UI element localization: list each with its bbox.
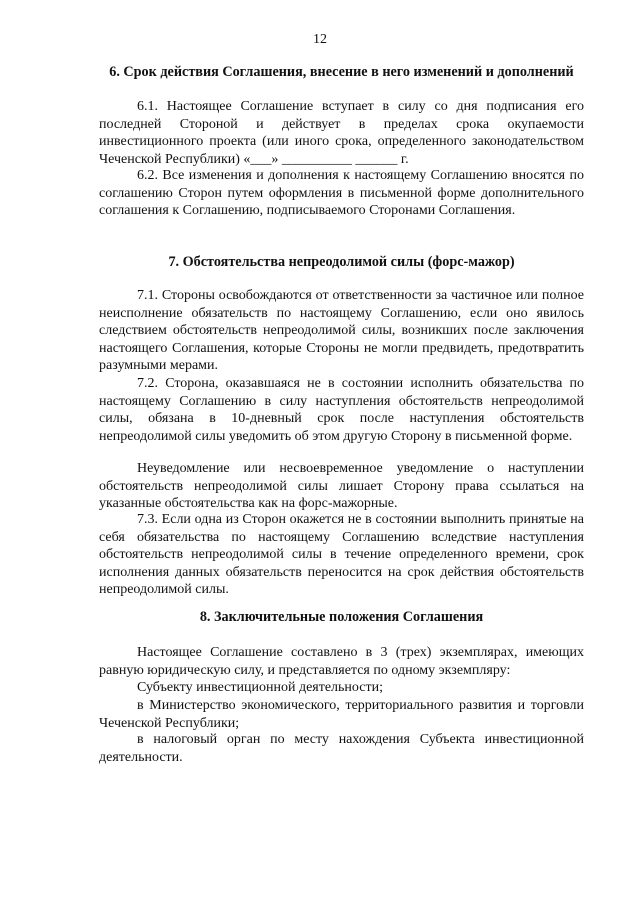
- paragraph-6-1: 6.1. Настоящее Соглашение вступает в силу со дня подписания его последней Стороной и действует в пределах срока окупаемости инвестиционного проекта (или иного срока, определенного законодательством Чеченской Республики) «___» __________ ______ г.: [99, 99, 584, 167]
- paragraph-8-copies: Настоящее Соглашение составлено в 3 (трех) экземплярах, имеющих равную юридическую силу, и представляется по одному экземпляру:: [99, 645, 584, 678]
- page-number: 12: [313, 32, 327, 47]
- paragraph-6-2: 6.2. Все изменения и дополнения к настоящему Соглашению вносятся по соглашению Сторон путем оформления в письменной форме дополнительного соглашения к Соглашению, подписываемого Сторонами Соглашения.: [99, 168, 584, 218]
- section-6-heading: 6. Срок действия Соглашения, внесение в него изменений и дополнений: [109, 64, 574, 80]
- section-8-heading: 8. Заключительные положения Соглашения: [199, 609, 484, 625]
- paragraph-7-3: 7.3. Если одна из Сторон окажется не в состоянии выполнить принятые на себя обязательства по настоящему Соглашению вследствие наступления обстоятельств непреодолимой силы в течение определенного времени, срок исполнения данных обязательств переносится на срок действия обстоятельств непреодолимой силы.: [99, 512, 584, 597]
- paragraph-8-recipient-tax: в налоговый орган по месту нахождения Субъекта инвестиционной деятельности.: [99, 732, 584, 765]
- paragraph-7-1: 7.1. Стороны освобождаются от ответственности за частичное или полное неисполнение обязательств по настоящему Соглашению, если оно явилось следствием обстоятельств непреодолимой силы, возникших после заключения настоящего Соглашения, которые Стороны не могли предвидеть, предотвратить разумными мерами.: [99, 288, 584, 373]
- paragraph-8-recipient-ministry: в Министерство экономического, территориального развития и торговли Чеченской Республики;: [99, 698, 584, 731]
- paragraph-8-recipient-subject: Субъекту инвестиционной деятельности;: [137, 680, 383, 695]
- paragraph-7-2: 7.2. Сторона, оказавшаяся не в состоянии исполнить обязательства по настоящему Соглашению в силу наступления обстоятельств непреодолимой силы, обязана в 10-дневный срок после наступления обстоятельств непреодолимой силы уведомить об этом другую Сторону в письменной форме.: [99, 376, 584, 444]
- paragraph-7-2-notice: Неуведомление или несвоевременное уведомление о наступлении обстоятельств непреодолимой силы лишает Сторону права ссылаться на указанные обстоятельства как на форс-мажорные.: [99, 461, 584, 511]
- section-7-heading: 7. Обстоятельства непреодолимой силы (форс-мажор): [168, 254, 515, 270]
